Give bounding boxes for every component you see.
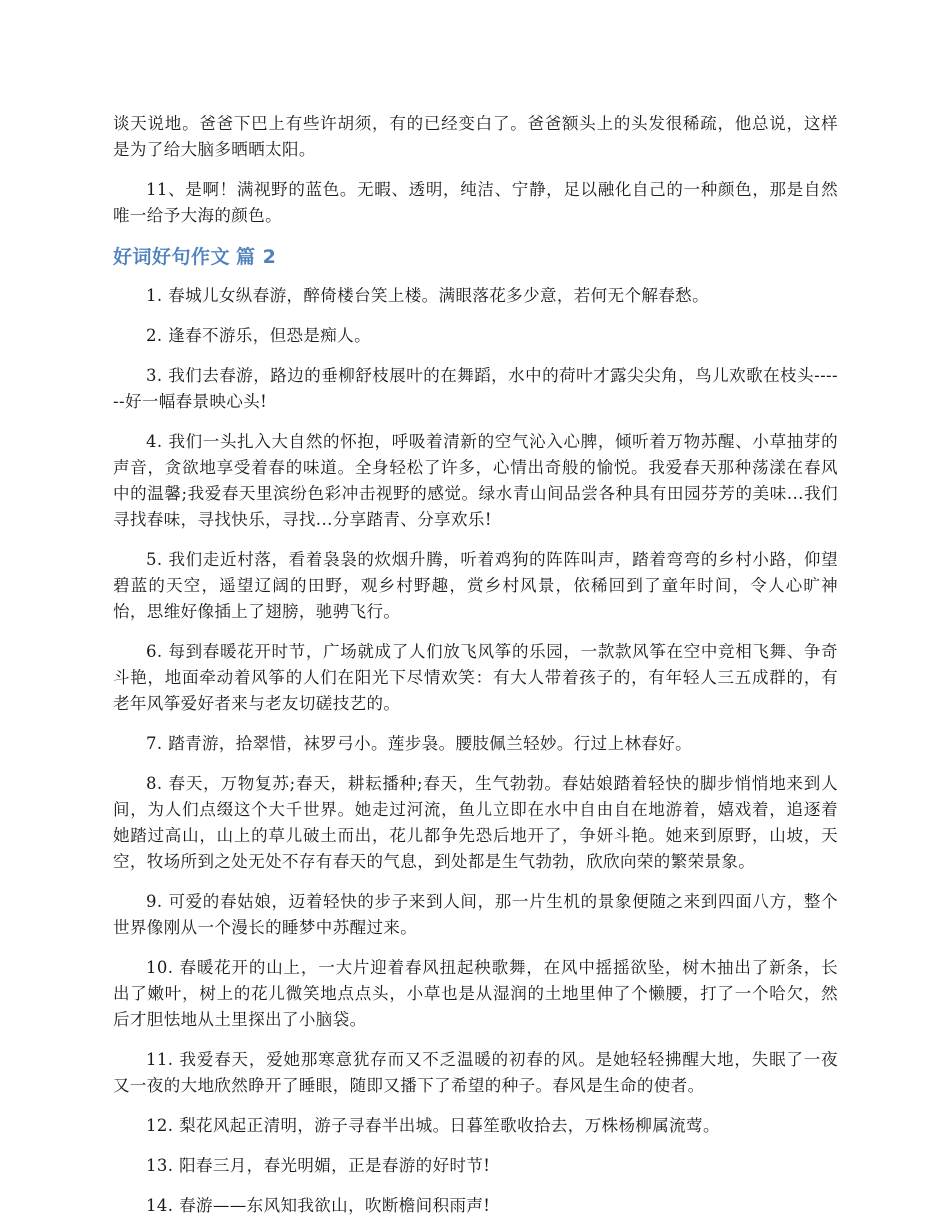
list-item: 6. 每到春暖花开时节，广场就成了人们放飞风筝的乐园，一款款风筝在空中竞相飞舞、争奇斗艳，地面牵动着风筝的人们在阳光下尽情欢笑：有大人带着孩子的，有年轻人三五成群的，有老年风筝爱好者来与老友切磋技艺的。	[113, 642, 838, 713]
list-item: 9. 可爱的春姑娘，迈着轻快的步子来到人间，那一片生机的景象便随之来到四面八方，整个世界像刚从一个漫长的睡梦中苏醒过来。	[113, 892, 838, 937]
section-title: 好词好句作文	[113, 246, 231, 268]
list-item: 10. 春暖花开的山上，一大片迎着春风扭起秧歌舞，在风中摇摇欲坠，树木抽出了新条，长出了嫩叶，树上的花儿微笑地点点头，小草也是从湿润的土地里伸了个懒腰，打了一个哈欠，然后才胆怯地从土里探出了小脑袋。	[113, 958, 838, 1029]
list-item: 7. 踏青游，拾翠惜，袜罗弓小。莲步袅。腰肢佩兰轻妙。行过上林春好。	[146, 734, 693, 753]
section-heading	[113, 243, 838, 271]
list-item: 14. 春游——东风知我欲山，吹断檐间积雨声!	[146, 1196, 491, 1215]
list-item: 2. 逢春不游乐，但恐是痴人。	[146, 326, 371, 345]
list-item: 12. 梨花风起正清明，游子寻春半出城。日暮笙歌收拾去，万株杨柳属流莺。	[146, 1116, 720, 1135]
list-item: 13. 阳春三月，春光明媚，正是春游的好时节!	[146, 1156, 491, 1175]
list-item: 11. 我爱春天，爱她那寒意犹存而又不乏温暖的初春的风。是她轻轻拂醒大地，失眠了一夜又一夜的大地欣然睁开了睡眼，随即又播下了希望的种子。春风是生命的使者。	[113, 1050, 838, 1095]
body-paragraph: 谈天说地。爸爸下巴上有些许胡须，有的已经变白了。爸爸额头上的头发很稀疏，他总说，这样是为了给大脑多晒晒太阳。	[113, 114, 838, 159]
list-item: 8. 春天，万物复苏;春天，耕耘播种;春天，生气勃勃。春姑娘踏着轻快的脚步悄悄地来到人间，为人们点缀这个大千世界。她走过河流，鱼儿立即在水中自由自在地游着，嬉戏着，追逐着她踏过高山，山上的草儿破土而出，花儿都争先恐后地开了，争妍斗艳。她来到原野，山坡，天空，牧场所到之处无处不存有春天的气息，到处都是生气勃勃，欣欣向荣的繁荣景象。	[113, 774, 838, 871]
body-paragraph: 11、是啊！满视野的蓝色。无暇、透明，纯洁、宁静，足以融化自己的一种颜色，那是自然唯一给予大海的颜色。	[113, 180, 838, 225]
list-item: 4. 我们一头扎入大自然的怀抱，呼吸着清新的空气沁入心脾，倾听着万物苏醒、小草抽芽的声音，贪欲地享受着春的味道。全身轻松了许多，心情出奇般的愉悦。我爱春天那种荡漾在春风中的温馨;我爱春天里滨纷色彩冲击视野的感觉。绿水青山间品尝各种具有田园芬芳的美味...我们寻找春味，寻找快乐，寻找...分享踏青、分享欢乐!	[113, 432, 838, 529]
list-item: 3. 我们去春游，路边的垂柳舒枝展叶的在舞蹈，水中的荷叶才露尖尖角，鸟儿欢歌在枝头------好一幅春景映心头!	[113, 366, 838, 411]
section-number: 篇 2	[236, 246, 277, 268]
list-item: 1. 春城儿女纵春游，醉倚楼台笑上楼。满眼落花多少意，若何无个解春愁。	[146, 286, 709, 305]
list-item: 5. 我们走近村落，看着袅袅的炊烟升腾，听着鸡狗的阵阵叫声，踏着弯弯的乡村小路，仰望碧蓝的天空，遥望辽阔的田野，观乡村野趣，赏乡村风景，依稀回到了童年时间，令人心旷神怡，思维好像插上了翅膀，驰骋飞行。	[113, 550, 838, 621]
